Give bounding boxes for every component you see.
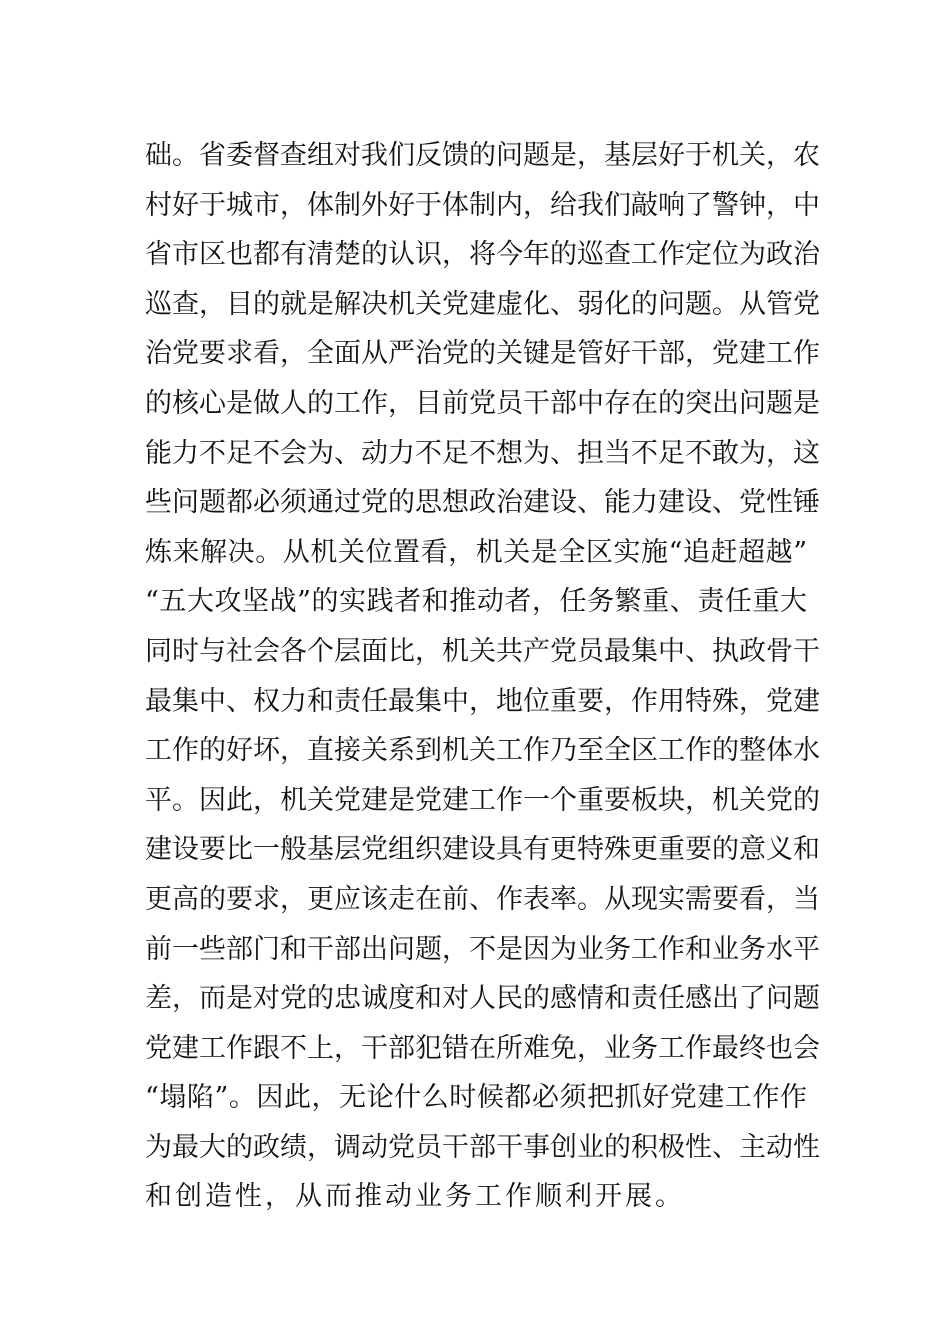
document-body bbox=[145, 131, 820, 1222]
text-line: 同时与社会各个层面比，机关共产党员最集中、执政骨干 bbox=[145, 635, 820, 667]
text-line: 村好于城市，体制外好于体制内，给我们敲响了警钟，中 bbox=[145, 189, 820, 221]
text-line: 工作的好坏，直接关系到机关工作乃至全区工作的整体水 bbox=[145, 735, 820, 767]
text-line: 建设要比一般基层党组织建设具有更特殊更重要的意义和 bbox=[145, 834, 820, 866]
text-line: 为最大的政绩，调动党员干部干事创业的积极性、主动性 bbox=[145, 1131, 820, 1163]
text-line: 党建工作跟不上，干部犯错在所难免，业务工作最终也会 bbox=[145, 1032, 820, 1064]
text-line: 和创造性，从而推动业务工作顺利开展。 bbox=[145, 1181, 685, 1213]
text-line: 能力不足不会为、动力不足不想为、担当不足不敢为，这 bbox=[145, 437, 820, 469]
text-line: “塌陷”。因此，无论什么时候都必须把抓好党建工作作 bbox=[145, 1082, 807, 1114]
text-line: 炼来解决。从机关位置看，机关是全区实施“追赶超越” bbox=[145, 536, 807, 568]
text-line: 前一些部门和干部出问题，不是因为业务工作和业务水平 bbox=[145, 933, 820, 965]
text-line: “五大攻坚战”的实践者和推动者，任务繁重、责任重大 bbox=[145, 586, 807, 618]
text-line: 最集中、权力和责任最集中，地位重要，作用特殊，党建 bbox=[145, 685, 820, 717]
text-line: 的核心是做人的工作，目前党员干部中存在的突出问题是 bbox=[145, 387, 820, 419]
text-line: 治党要求看，全面从严治党的关键是管好干部，党建工作 bbox=[145, 338, 820, 370]
text-line: 础。省委督查组对我们反馈的问题是，基层好于机关，农 bbox=[145, 140, 820, 171]
text-line: 省市区也都有清楚的认识，将今年的巡查工作定位为政治 bbox=[145, 239, 820, 271]
text-line: 巡查，目的就是解决机关党建虚化、弱化的问题。从管党 bbox=[145, 288, 820, 320]
text-line: 差，而是对党的忠诚度和对人民的感情和责任感出了问题 bbox=[145, 983, 820, 1015]
text-line: 更高的要求，更应该走在前、作表率。从现实需要看，当 bbox=[145, 883, 820, 915]
text-line: 些问题都必须通过党的思想政治建设、能力建设、党性锤 bbox=[145, 487, 820, 519]
text-line: 平。因此，机关党建是党建工作一个重要板块，机关党的 bbox=[145, 784, 820, 816]
